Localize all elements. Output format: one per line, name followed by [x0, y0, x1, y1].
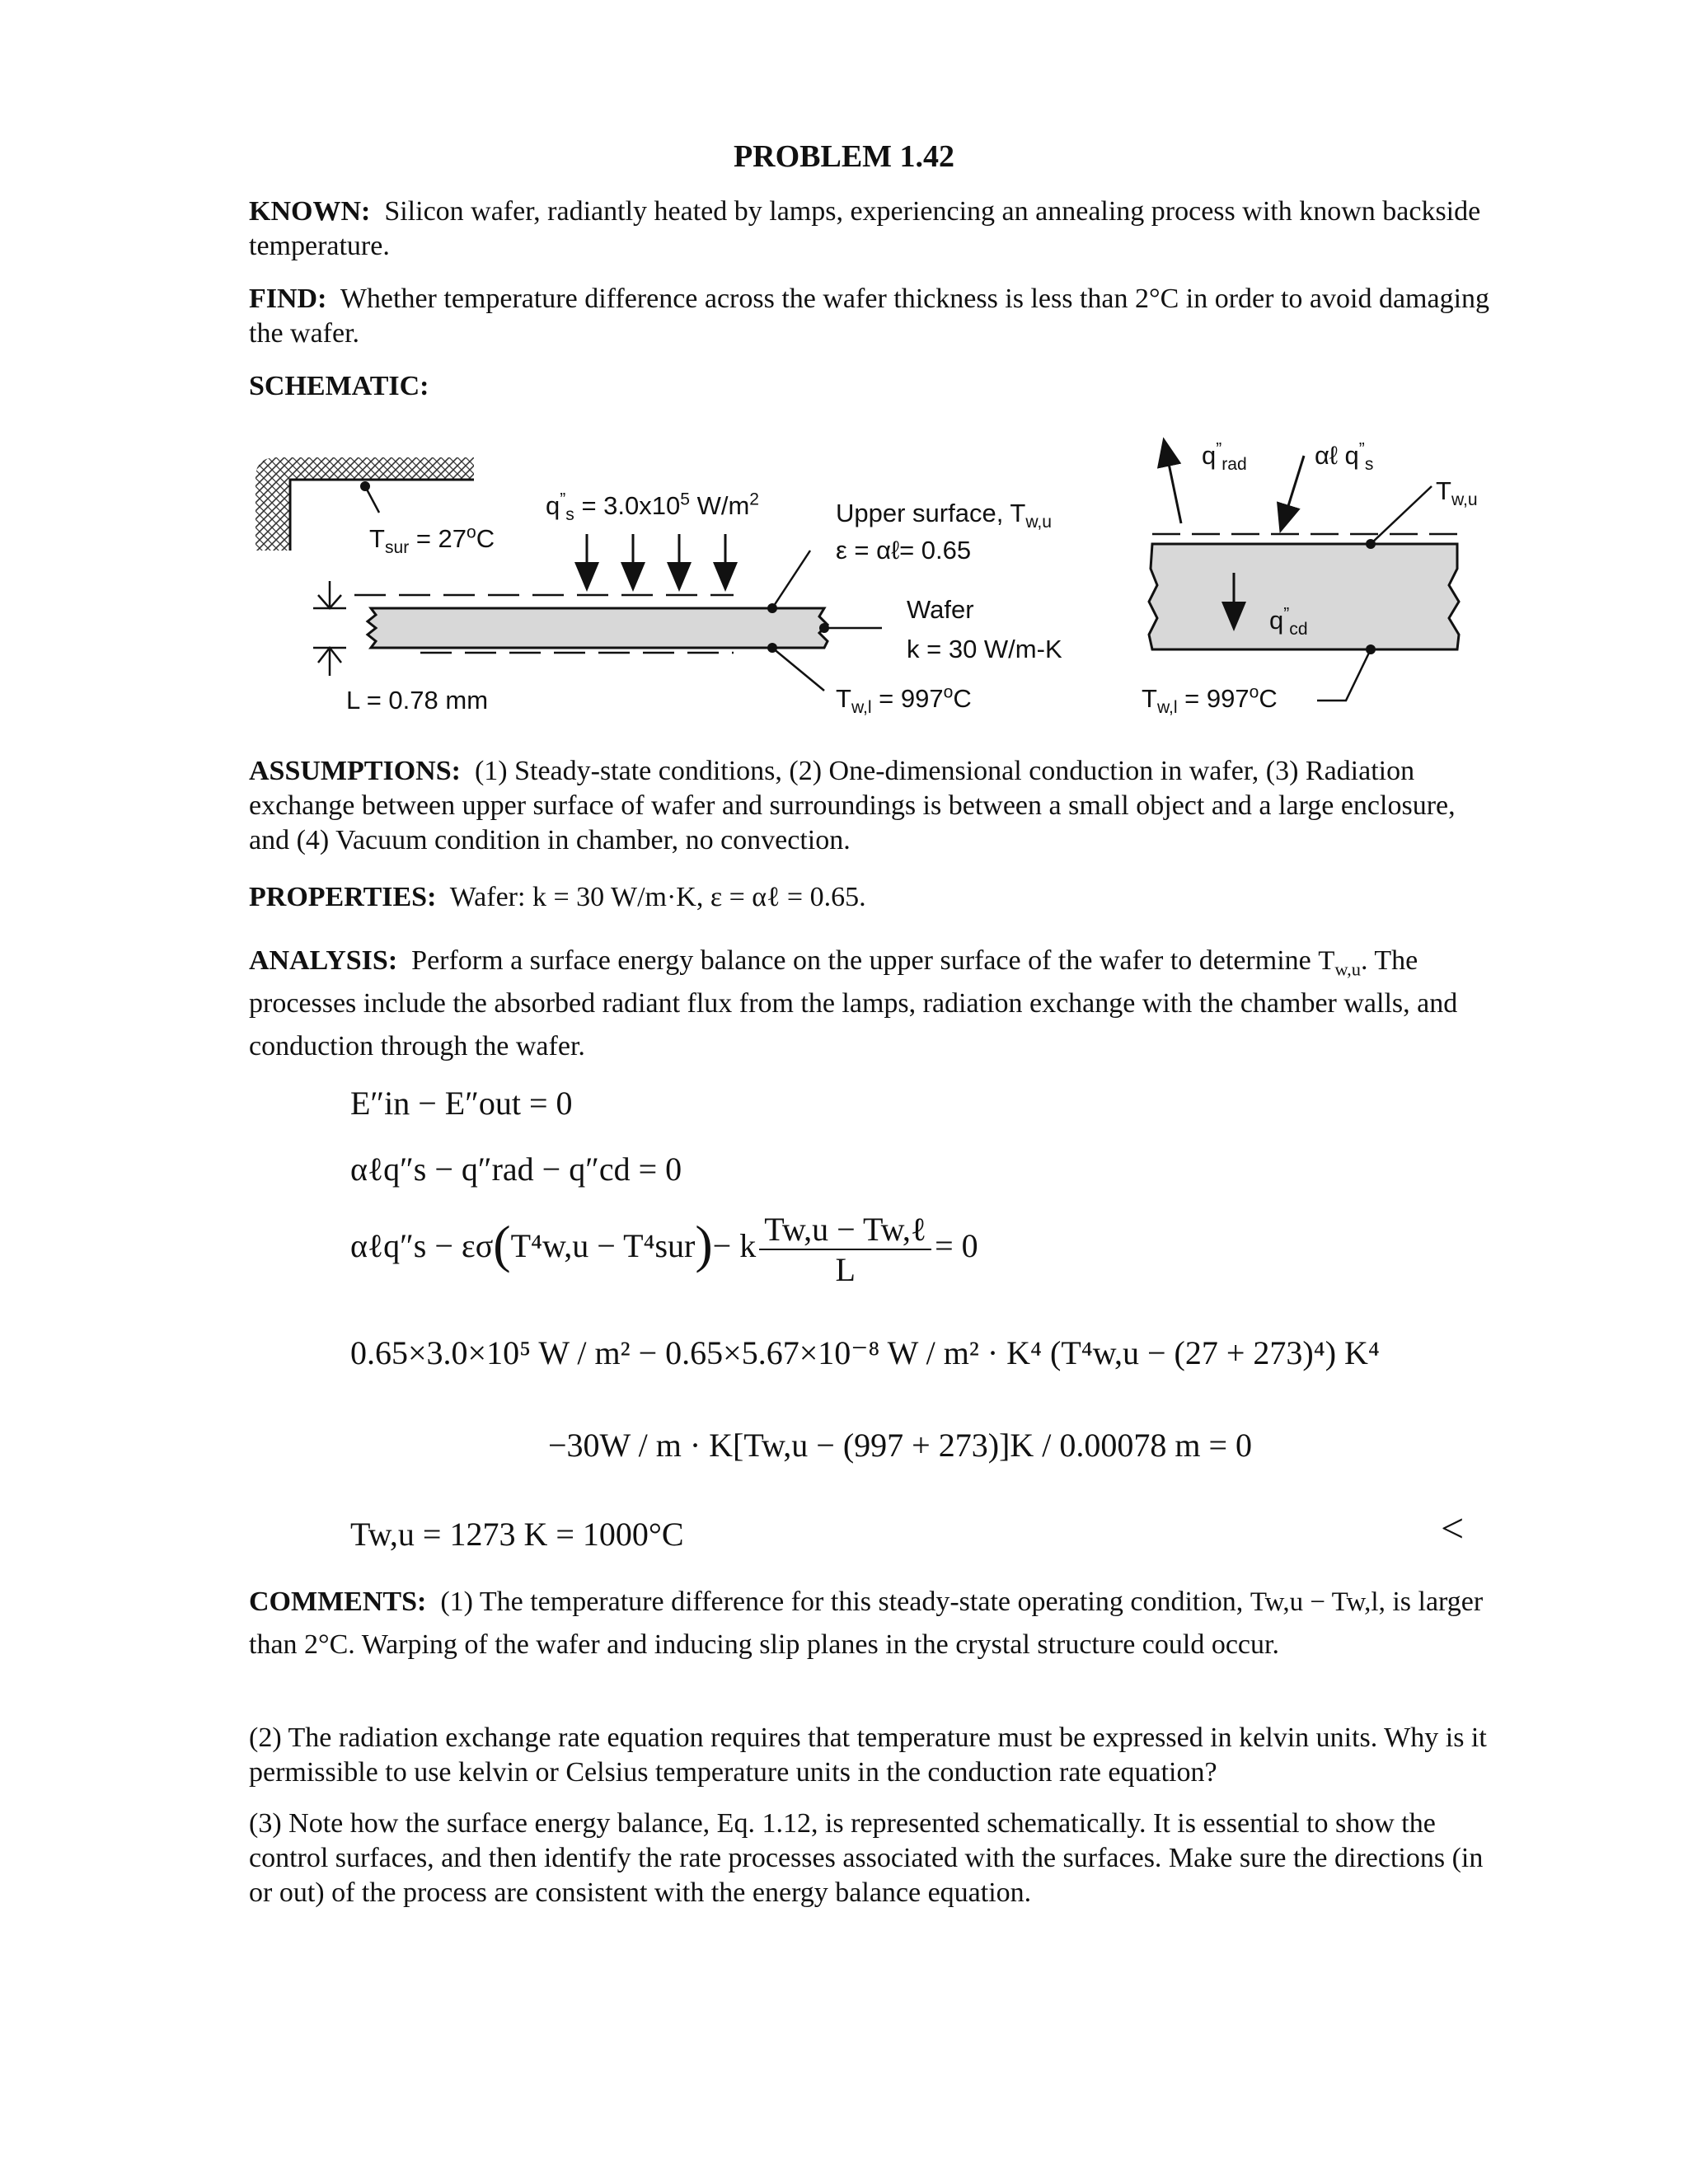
properties-text: Wafer: k = 30 W/m·K, ε = αℓ = 0.65. — [449, 882, 866, 912]
emissivity-label: ε = αℓ= 0.65 — [836, 536, 972, 565]
result-marker: < — [1441, 1505, 1465, 1551]
upper-surface-label: Upper surface, $T_{w,u}$ — [836, 499, 1052, 532]
analysis-label: ANALYSIS: — [249, 945, 398, 976]
assumptions-label: ASSUMPTIONS: — [249, 756, 461, 786]
comments-section — [249, 1581, 1502, 1666]
find-text: Whether temperature difference across the wafer thickness is less than 2°C in order to avoid damaging the wafer. — [249, 284, 1490, 349]
equation-numeric-line-2: −30W / m · K[Tw,u − (997 + 273)]K / 0.00078 m = 0 — [548, 1427, 1253, 1464]
comment-2: (2) The radiation exchange rate equation requires that temperature must be expressed in kelvin units. Why is it permissible to use kelvin or Celsius temperature units in the conduction rate equation? — [249, 1722, 1487, 1788]
analysis-text-2: . The processes include the absorbed radiant flux from the lamps, radiation exchange with the chamber walls, and conduction through the wafer. — [249, 945, 1458, 1062]
conductivity-label: k = 30 W/m-K — [907, 635, 1062, 663]
equation-numeric-line-1: 0.65×3.0×10⁵ W / m² − 0.65×5.67×10⁻⁸ W / m² · K⁴ (T⁴w,u − (27 + 273)⁴) K⁴ — [350, 1334, 1380, 1371]
analysis-text-1: Perform a surface energy balance on the upper surface of the wafer to determine — [411, 945, 1311, 976]
wafer-label: Wafer — [907, 595, 974, 624]
assumptions-section — [249, 754, 1502, 858]
comment-1b: is larger than 2°C. Warping of the wafer and inducing slip planes in the crystal structure could occur. — [249, 1586, 1484, 1660]
analysis-section — [249, 940, 1502, 1068]
comment-1-symbol: Tw,u − Tw,l, — [1250, 1587, 1386, 1617]
find-label: FIND: — [249, 284, 327, 314]
thickness-label: L = 0.78 mm — [346, 686, 489, 715]
comments-label: COMMENTS: — [249, 1586, 427, 1617]
analysis-symbol: $T_{w,u}$ — [1318, 946, 1361, 980]
known-text: Silicon wafer, radiantly heated by lamps, experiencing an annealing process with known backside temperature. — [249, 196, 1481, 261]
q-rad-label: $q^”_{rad}$ — [1202, 439, 1247, 475]
tsur-label: $T_{sur} = 27^oC$ — [369, 523, 495, 558]
schematic-diagram — [0, 0, 1688, 742]
q-cd-label: $q^”_{cd}$ — [1269, 604, 1308, 640]
qs-flux-label: $q^”_s = 3.0x10^5$ $W/m^2$ — [546, 490, 760, 525]
energy-balance-schematic — [1149, 452, 1459, 701]
absorbed-flux-label: αℓ $q^”_s$ — [1315, 439, 1374, 475]
equation-energy-balance: E″in − E″out = 0 — [350, 1085, 573, 1122]
properties-section — [249, 880, 1502, 915]
result-equation: Tw,u = 1273 K = 1000°C — [350, 1516, 684, 1553]
wafer-slab — [368, 551, 882, 691]
lamp-flux-arrows — [587, 534, 725, 577]
thickness-markers — [313, 581, 346, 676]
schematic-label: SCHEMATIC: — [249, 371, 429, 401]
equation-expanded-balance: αℓq″s − εσ(T⁴w,u − T⁴sur)− k $\frac{\text{Tw,u − Tw,ℓ}}{L}$ = 0 — [350, 1211, 978, 1288]
page-title: PROBLEM 1.42 — [733, 139, 955, 174]
properties-label: PROPERTIES: — [249, 882, 437, 912]
twl-label-right: $T_{w,l} = 997^oC$ — [1142, 682, 1278, 718]
comment-1a: (1) The temperature difference for this steady-state operating condition, — [440, 1586, 1244, 1617]
twl-label: $T_{w,l} = 997^oC$ — [836, 682, 972, 718]
assumptions-text: (1) Steady-state conditions, (2) One-dimensional conduction in wafer, (3) Radiation exchange between upper surface of wafer and surroundings is between a small object and a large enclosure, and (4) Vacuum condition in chamber, no convection. — [249, 756, 1456, 855]
twu-label: $T_{w,u}$ — [1436, 476, 1478, 510]
known-label: KNOWN: — [249, 196, 371, 227]
equation-flux-balance: αℓq″s − q″rad − q″cd = 0 — [350, 1151, 682, 1188]
comment-3: (3) Note how the surface energy balance, Eq. 1.12, is represented schematically. It is essential to show the control surfaces, and then identify the rate processes associated with the surfaces. Make sure the directions (in or out) of the process are consistent with the energy balance equation. — [249, 1808, 1484, 1908]
